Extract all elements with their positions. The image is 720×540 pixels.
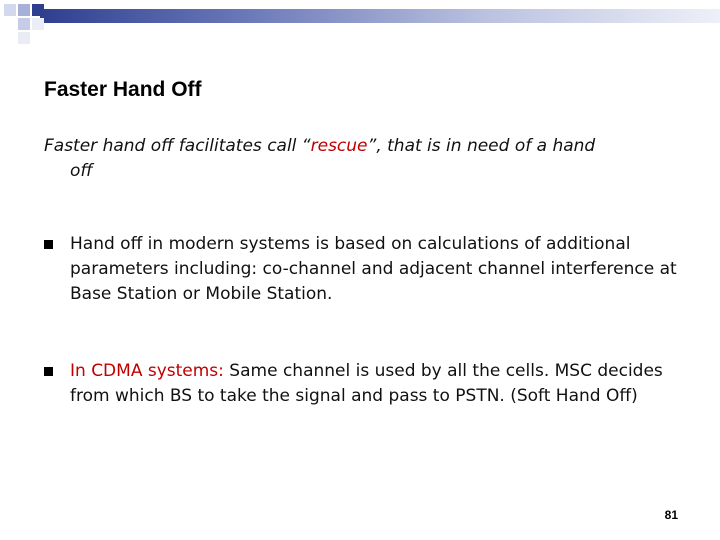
bullet-highlight: In CDMA systems:: [70, 361, 224, 381]
gradient-strip: [40, 9, 720, 23]
bullet-body: Hand off in modern systems is based on calculations of additional parameters including: co-channel and adjacent channel interference at Base Station or Mobile Station.: [70, 234, 677, 304]
intro-text-a: Faster hand off facilitates call “: [44, 136, 311, 156]
decor-square: [4, 4, 16, 16]
bullet-text: [70, 232, 684, 307]
bullet-square-icon: [44, 367, 53, 376]
decor-square: [18, 32, 30, 44]
intro-text-c: off: [70, 161, 93, 181]
intro-highlight: rescue: [310, 136, 368, 156]
decor-square: [32, 4, 44, 16]
intro-paragraph: [44, 134, 684, 184]
decor-square: [18, 4, 30, 16]
bullet-item: [44, 232, 684, 307]
decor-square: [32, 18, 44, 30]
page-number: 81: [664, 508, 678, 522]
bullet-square-icon: [44, 240, 53, 249]
bullet-item: [44, 359, 684, 409]
decorative-header-bar: [0, 0, 720, 40]
slide-title: Faster Hand Off: [44, 78, 202, 101]
bullet-body: Same channel is used by all the cells. MSC decides from which BS to take the signal and pass to PSTN. (Soft Hand Off): [70, 361, 663, 406]
intro-text-b: ”, that is in need of a hand: [367, 136, 596, 156]
bullet-text: [70, 359, 684, 409]
decor-square: [18, 18, 30, 30]
